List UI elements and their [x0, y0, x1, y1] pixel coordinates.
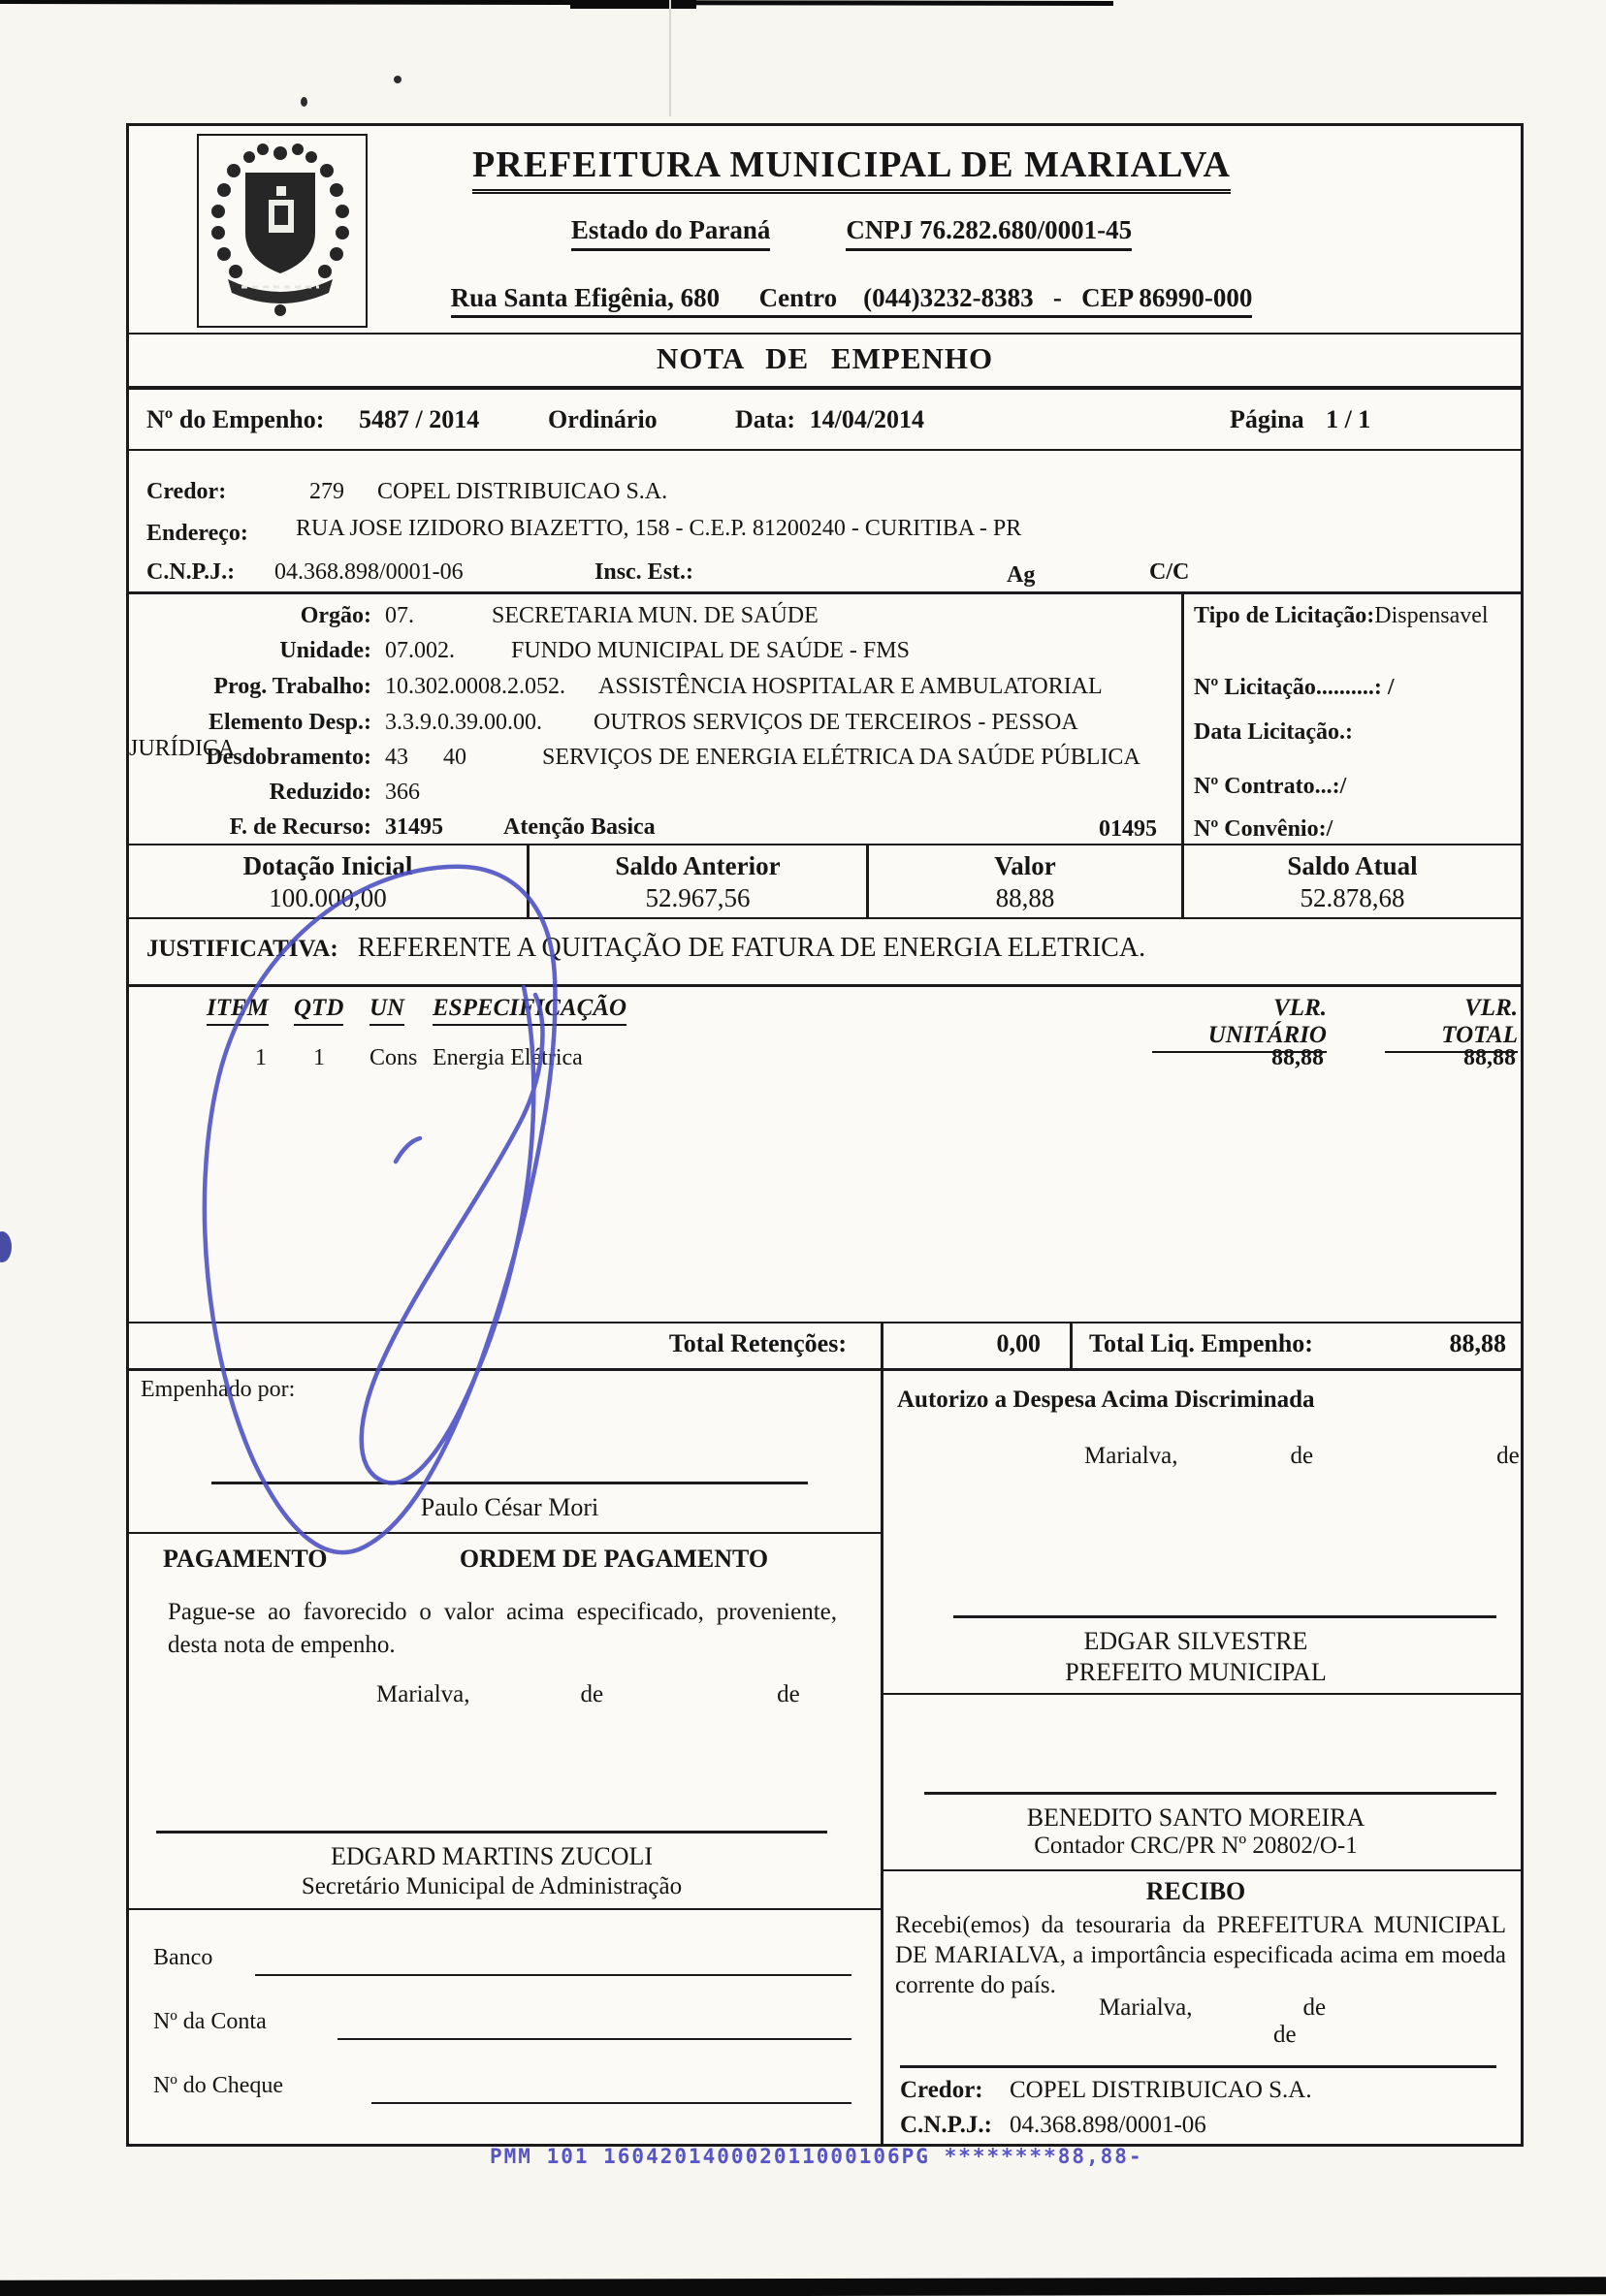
budget-label: Orgão: — [300, 603, 371, 628]
address-line: Rua Santa Efigênia, 680 Centro (044)3232-8383 - CEP 86990-000 — [451, 283, 1253, 318]
conta-input-line — [337, 2038, 851, 2040]
cc-label: C/C — [1149, 559, 1190, 585]
prefeito-name: EDGAR SILVESTRE — [1083, 1627, 1308, 1655]
empenho-number-label: Nº do Empenho: — [146, 405, 325, 433]
date-label: Data: — [735, 405, 796, 433]
header-title-block — [362, 144, 1341, 186]
justification-row — [146, 933, 1145, 964]
recibo-credor-value: COPEL DISTRIBUICAO S.A. — [1010, 2077, 1312, 2103]
scan-edge-bottom — [0, 2277, 1606, 2296]
creditor-cnpj-label: C.N.P.J.: — [146, 559, 236, 585]
divider — [881, 1693, 1521, 1695]
creditor-label: Credor: — [146, 479, 227, 504]
divider — [881, 1869, 1521, 1871]
budget-desc: ASSISTÊNCIA HOSPITALAR E AMBULATORIAL — [598, 674, 1103, 699]
dateline-de: de — [1290, 1443, 1314, 1469]
recibo-cnpj-value: 04.368.898/0001-06 — [1010, 2112, 1206, 2138]
header-address-row — [323, 283, 1380, 313]
recibo-dateline — [1099, 1994, 1521, 2049]
dateline-city: Marialva, — [1084, 1443, 1178, 1469]
doc-title: NOTA DE EMPENHO — [656, 341, 994, 375]
recibo-credor-label: Credor: — [900, 2077, 983, 2103]
balance-header: Saldo Atual — [1287, 851, 1418, 880]
budget-row — [129, 814, 1167, 841]
budget-row — [129, 780, 1167, 806]
ordem-pagamento-title: ORDEM DE PAGAMENTO — [459, 1545, 769, 1573]
divider — [129, 1322, 1521, 1323]
ag-label: Ag — [1007, 562, 1036, 588]
divider — [129, 844, 1521, 845]
creditor-cnpj: 04.368.898/0001-06 — [274, 559, 464, 585]
budget-desc: SECRETARIA MUN. DE SAÚDE — [492, 603, 819, 628]
insc-est-label: Insc. Est.: — [594, 559, 694, 585]
prefeito-role: PREFEITO MUNICIPAL — [1065, 1658, 1327, 1686]
justification-text: REFERENTE A QUITAÇÃO DE FATURA DE ENERGIA ELETRICA. — [357, 933, 1146, 963]
page-label: Página — [1230, 405, 1304, 433]
total-retencoes-value: 0,00 — [996, 1329, 1041, 1357]
divider-thick — [129, 1368, 1521, 1371]
dateline-city: Marialva, — [1099, 1994, 1193, 2021]
balance-value: 100.000,00 — [269, 883, 387, 912]
tipo-licitacao-label: Tipo de Licitação: — [1194, 603, 1375, 628]
cheque-label: Nº do Cheque — [153, 2073, 284, 2098]
empenho-date — [735, 405, 924, 434]
secretario-role: Secretário Municipal de Administração — [301, 1873, 683, 1899]
budget-desc: OUTROS SERVIÇOS DE TERCEIROS - PESSOA JURÍDICA — [129, 710, 1077, 761]
divider — [129, 917, 1521, 919]
signature-line — [953, 1615, 1496, 1618]
budget-code: 10.302.0008.2.052. — [385, 674, 565, 699]
balance-value: 88,88 — [995, 883, 1055, 912]
budget-label: F. de Recurso: — [229, 814, 371, 840]
pagamento-body: Pague-se ao favorecido o valor acima especificado, proveniente, desta nota de empenho. — [168, 1599, 837, 1658]
scan-speck — [301, 97, 307, 107]
contador-role: Contador CRC/PR Nº 20802/O-1 — [1034, 1833, 1358, 1859]
column-divider — [881, 1368, 883, 2144]
budget-row — [129, 603, 1167, 629]
budget-code: 43 40 — [385, 745, 466, 770]
item-cell-qtd: 1 — [313, 1045, 325, 1070]
secretario-name: EDGARD MARTINS ZUCOLI — [330, 1842, 654, 1870]
budget-row — [129, 638, 1167, 664]
pagamento-dateline — [376, 1681, 800, 1708]
balance-header: Dotação Inicial — [242, 851, 413, 880]
banco-label: Banco — [153, 1945, 213, 1970]
conta-label: Nº da Conta — [153, 2009, 267, 2034]
budget-label: Desdobramento: — [206, 745, 371, 770]
balance-header: Saldo Anterior — [615, 851, 781, 880]
divider-thick — [129, 386, 1521, 390]
column-divider — [1070, 1322, 1073, 1368]
autorizo-dateline — [1084, 1443, 1520, 1470]
signature-line — [211, 1482, 808, 1484]
creditor-name: COPEL DISTRIBUICAO S.A. — [377, 479, 668, 504]
item-cell-un: Cons — [369, 1045, 418, 1070]
creditor-address: RUA JOSE IZIDORO BIAZETTO, 158 - C.E.P. 81200240 - CURITIBA - PR — [296, 516, 1022, 541]
contador-name: BENEDITO SANTO MOREIRA — [1026, 1803, 1365, 1832]
dot-matrix-stamp: PMM 101 160420140002011000106PG ********88,88- — [490, 2145, 1143, 2168]
licitacao-line: Nº Convênio:/ — [1194, 816, 1333, 842]
cheque-input-line — [371, 2102, 851, 2104]
ink-blot — [0, 1231, 12, 1262]
total-liq-value: 88,88 — [1449, 1329, 1506, 1357]
licitacao-line: Nº Contrato...:/ — [1194, 774, 1347, 799]
tipo-licitacao-value: Dispensavel — [1374, 603, 1489, 628]
divider — [129, 1908, 881, 1910]
budget-code: 3.3.9.0.39.00.00. — [385, 710, 542, 735]
budget-code: 31495 — [385, 814, 443, 840]
budget-desc: FUNDO MUNICIPAL DE SAÚDE - FMS — [511, 638, 910, 663]
page-value: 1 / 1 — [1326, 405, 1371, 433]
empenho-type: Ordinário — [548, 405, 658, 433]
divider — [129, 449, 1521, 451]
budget-row — [129, 674, 1167, 700]
signature-line — [900, 2065, 1496, 2068]
scan-speck — [394, 76, 402, 83]
divider-thick — [129, 591, 1521, 594]
total-liq-label: Total Liq. Empenho: — [1089, 1329, 1313, 1357]
licitacao-tipo-row — [1194, 603, 1489, 629]
dateline-de: de — [777, 1681, 800, 1707]
budget-label: Reduzido: — [269, 780, 371, 805]
item-col-header: VLR. UNITÁRIO — [1152, 995, 1327, 1053]
dateline-de: de — [580, 1681, 604, 1707]
balance-value: 52.967,56 — [645, 883, 751, 912]
total-retencoes-label: Total Retenções: — [668, 1329, 847, 1357]
item-col-header: VLR. TOTAL — [1385, 995, 1518, 1053]
dateline-city: Marialva, — [376, 1681, 470, 1707]
autorizo-title: Autorizo a Despesa Acima Discriminada — [897, 1387, 1315, 1413]
recibo-cnpj-label: C.N.P.J.: — [900, 2112, 992, 2138]
divider-thick — [129, 984, 1521, 987]
page-indicator — [1230, 405, 1370, 434]
dateline-de: de — [1496, 1443, 1520, 1469]
item-cell-total: 88,88 — [1463, 1045, 1516, 1070]
budget-row — [129, 745, 1167, 771]
item-col-header: UN — [369, 995, 404, 1026]
creditor-address-label: Endereço: — [146, 521, 248, 546]
date-value: 14/04/2014 — [809, 405, 925, 433]
scan-edge-top-blob — [570, 0, 696, 9]
header-state-row — [362, 215, 1341, 251]
licitacao-line: Data Licitação.: — [1194, 719, 1353, 745]
divider — [129, 333, 1521, 335]
creditor-code: 279 — [309, 479, 344, 504]
recibo-body: Recebi(emos) da tesouraria da PREFEITURA MUNICIPAL DE MARIALVA, a importância especificada acima em moeda corrente do país. — [895, 1912, 1506, 1998]
column-divider — [881, 1322, 883, 1368]
licitacao-line: Nº Licitação..........: / — [1194, 675, 1395, 700]
banco-input-line — [255, 1974, 851, 1976]
budget-code: 07.002. — [385, 638, 455, 663]
scan-crease — [669, 0, 671, 116]
signature-line — [924, 1792, 1496, 1795]
item-col-header: ESPECIFICAÇÃO — [433, 995, 626, 1026]
budget-label: Elemento Desp.: — [209, 710, 371, 735]
item-cell-item: 1 — [255, 1045, 267, 1070]
budget-label: Prog. Trabalho: — [213, 674, 371, 699]
nota-de-empenho-form — [126, 123, 1524, 2147]
justification-label: JUSTIFICATIVA: — [146, 936, 338, 962]
balance-header: Valor — [994, 851, 1056, 880]
empenhado-name: Paulo César Mori — [420, 1493, 599, 1521]
budget-label: Unidade: — [279, 638, 371, 663]
budget-code: 366 — [385, 780, 420, 805]
recibo-title: RECIBO — [1145, 1877, 1246, 1905]
budget-code: 07. — [385, 603, 414, 628]
dateline-de: de — [1302, 1994, 1327, 2021]
divider — [129, 1532, 881, 1534]
item-cell-espec: Energia Elétrica — [433, 1045, 583, 1070]
state-label: Estado do Paraná — [571, 215, 771, 251]
resource-extra-code: 01495 — [1099, 816, 1157, 842]
pagamento-title: PAGAMENTO — [163, 1545, 328, 1573]
balance-value: 52.878,68 — [1300, 883, 1405, 912]
signature-line — [156, 1831, 827, 1834]
dateline-de: de — [1273, 2022, 1297, 2048]
item-cell-unit: 88,88 — [1271, 1045, 1324, 1070]
budget-desc: SERVIÇOS DE ENERGIA ELÉTRICA DA SAÚDE PÚBLICA — [542, 745, 1140, 770]
item-col-header: ITEM — [207, 995, 269, 1026]
cnpj-label: CNPJ 76.282.680/0001-45 — [846, 215, 1132, 251]
prefeitura-title: PREFEITURA MUNICIPAL DE MARIALVA — [472, 144, 1231, 194]
item-col-header: QTD — [294, 995, 343, 1026]
empenhado-label: Empenhado por: — [141, 1377, 296, 1402]
scan-edge-top — [0, 0, 1113, 6]
empenho-number-value: 5487 / 2014 — [359, 405, 480, 433]
budget-desc: Atenção Basica — [503, 814, 656, 840]
